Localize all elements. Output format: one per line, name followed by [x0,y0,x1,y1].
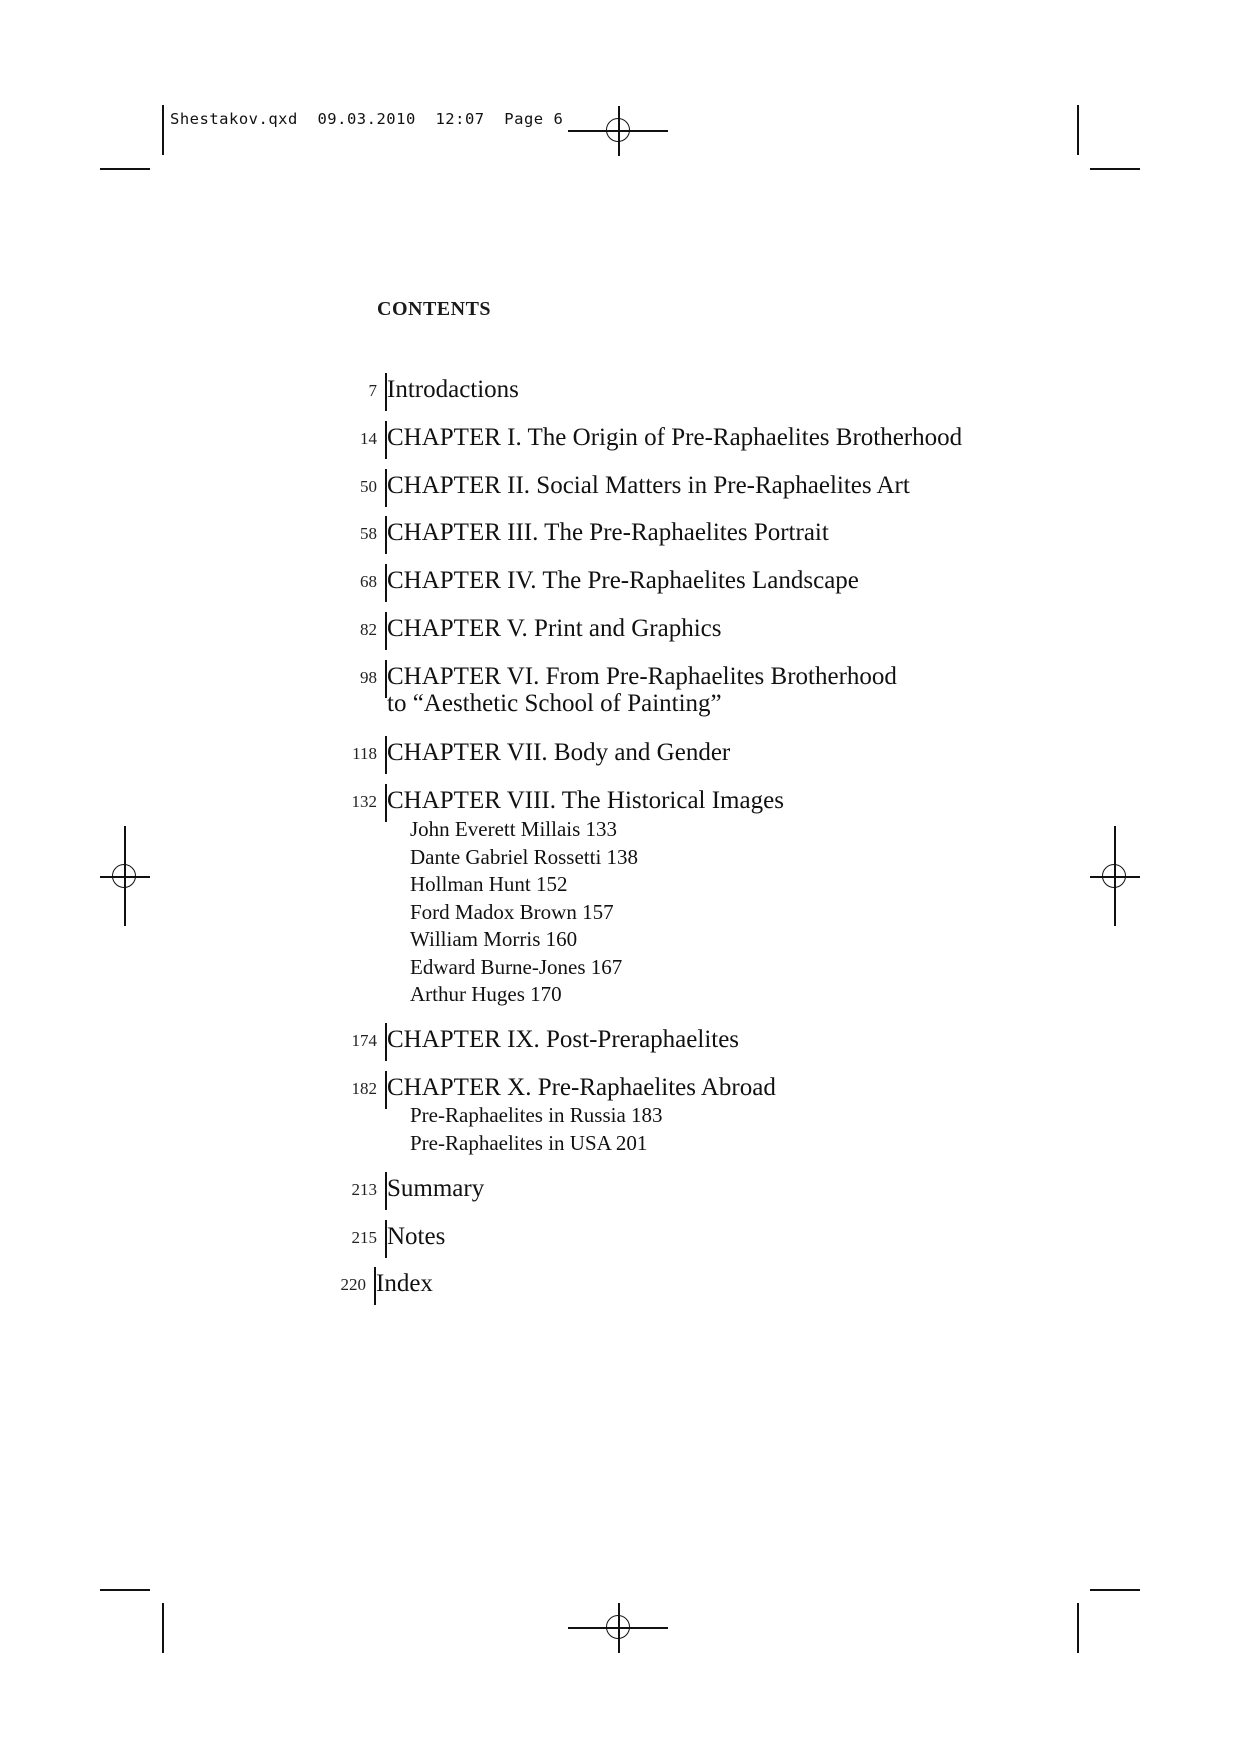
entry-title: CHAPTER IV. The Pre-Raphaelites Landscape [387,567,859,594]
registration-mark-left [100,852,150,902]
page-number: 50 [360,477,377,496]
crop-mark-bottom-left-vertical [162,1603,164,1653]
crop-mark-top-right-vertical [1077,105,1079,155]
contents-heading: CONTENTS [377,298,492,320]
sub-entry: Arthur Huges 170 [410,982,562,1006]
page-number: 58 [360,524,377,543]
sub-entry: Pre-Raphaelites in Russia 183 [410,1103,663,1127]
page-number: 213 [351,1180,377,1199]
entry-title: CHAPTER IX. Post-Preraphaelites [387,1026,740,1053]
page-number: 7 [368,381,377,400]
page-number: 14 [360,429,377,448]
crop-mark-top-right-horizontal [1090,168,1140,170]
registration-mark-right [1090,852,1140,902]
entry-title: CHAPTER V. Print and Graphics [387,615,722,642]
page-number: 132 [351,792,377,811]
entry-title: CHAPTER II. Social Matters in Pre-Raphaelites Art [387,472,910,499]
entry-title: Notes [387,1223,446,1250]
sub-entry: Dante Gabriel Rossetti 138 [410,844,639,869]
sub-entry: Hollman Hunt 152 [410,872,568,896]
sub-entry: Pre-Raphaelites in USA 201 [410,1130,648,1155]
page-number: 182 [351,1079,377,1098]
page-number: 220 [340,1275,366,1294]
entry-title: CHAPTER VIII. The Historical Images [387,787,784,814]
sub-entry: John Everett Millais 133 [410,817,618,841]
crop-mark-bottom-right-horizontal [1090,1589,1140,1591]
entry-title: Summary [387,1175,485,1202]
crop-mark-bottom-right-vertical [1077,1603,1079,1653]
page-number: 118 [352,744,377,763]
entry-title-continued: to “Aesthetic School of Painting” [387,690,722,717]
page-number: 174 [351,1031,377,1050]
sub-entry: Edward Burne-Jones 167 [410,954,623,979]
entry-title: CHAPTER X. Pre-Raphaelites Abroad [387,1074,776,1101]
entry-title: CHAPTER I. The Origin of Pre-Raphaelites Brotherhood [387,424,963,451]
page-number: 68 [360,572,377,591]
entry-title: Introdactions [387,376,519,403]
entry-title: Index [376,1270,433,1297]
entry-title: CHAPTER VII. Body and Gender [387,739,731,766]
page-number: 215 [351,1228,377,1247]
crop-mark-top-left-horizontal [100,168,150,170]
sub-entry: William Morris 160 [410,927,578,951]
printer-slug: Shestakov.qxd 09.03.2010 12:07 Page 6 [170,110,564,128]
sub-entry: Ford Madox Brown 157 [410,899,614,924]
entry-title: CHAPTER VI. From Pre-Raphaelites Brotherhood [387,663,897,690]
crop-mark-bottom-left-horizontal [100,1589,150,1591]
crop-mark-top-left-vertical [162,105,164,155]
registration-mark-top [594,106,644,156]
registration-mark-bottom [594,1603,644,1653]
page-number: 98 [360,668,377,687]
page-number: 82 [360,620,377,639]
entry-title: CHAPTER III. The Pre-Raphaelites Portrait [387,519,829,546]
